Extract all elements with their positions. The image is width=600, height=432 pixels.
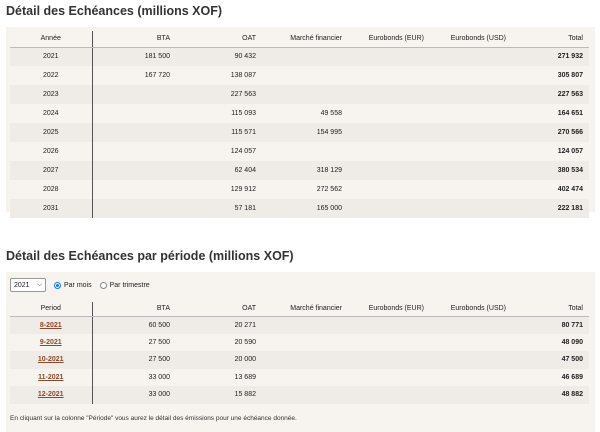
cell-eurobonds-eur xyxy=(348,334,430,352)
table-row xyxy=(10,369,589,387)
cell-marche-financier: 165 000 xyxy=(262,199,348,218)
table-row xyxy=(10,66,589,85)
header-eurobonds-usd[interactable]: Eurobonds (USD) xyxy=(430,302,512,316)
cell-eurobonds-usd xyxy=(430,85,512,104)
section-title-echeances: Détail des Echéances (millions XOF) xyxy=(6,4,223,18)
header-total[interactable]: Total xyxy=(512,302,589,316)
table-row xyxy=(10,199,589,218)
table-row xyxy=(10,85,589,104)
cell-oat: 20 271 xyxy=(176,316,262,334)
cell-total: 80 771 xyxy=(512,316,589,334)
cell-marche-financier xyxy=(262,85,348,104)
cell-eurobonds-usd xyxy=(430,199,512,218)
cell-eurobonds-eur xyxy=(348,123,430,142)
cell-eurobonds-usd xyxy=(430,334,512,352)
footnote: En cliquant sur la colonne "Période" vous aurez le détail des émissions pour une échéance donnée. xyxy=(10,415,297,422)
header-period[interactable]: Period xyxy=(10,302,92,316)
header-eurobonds-eur[interactable]: Eurobonds (EUR) xyxy=(348,31,430,47)
cell-bta xyxy=(92,180,176,199)
chevron-down-icon: ⌵ xyxy=(37,281,42,288)
cell-oat: 90 432 xyxy=(176,47,262,66)
cell-total: 48 090 xyxy=(512,334,589,352)
cell-bta: 181 500 xyxy=(92,47,176,66)
header-marche-financier[interactable]: Marché financier xyxy=(262,302,348,316)
year-select-value: 2021 xyxy=(14,281,30,289)
cell-eurobonds-eur xyxy=(348,142,430,161)
cell-total: 271 932 xyxy=(512,47,589,66)
cell-eurobonds-usd xyxy=(430,351,512,369)
cell-marche-financier xyxy=(262,351,348,369)
cell-eurobonds-usd xyxy=(430,161,512,180)
header-bta[interactable]: BTA xyxy=(92,31,176,47)
cell-oat: 20 000 xyxy=(176,351,262,369)
cell-total: 270 566 xyxy=(512,123,589,142)
cell-year: 2031 xyxy=(10,199,92,218)
radio-checked-icon[interactable] xyxy=(54,282,61,289)
cell-bta: 167 720 xyxy=(92,66,176,85)
table-row xyxy=(10,316,589,334)
cell-year: 2025 xyxy=(10,123,92,142)
cell-bta xyxy=(92,142,176,161)
cell-eurobonds-usd xyxy=(430,386,512,404)
cell-total: 48 882 xyxy=(512,386,589,404)
cell-oat: 115 093 xyxy=(176,104,262,123)
period-link[interactable]: 10-2021 xyxy=(37,356,64,364)
cell-eurobonds-usd xyxy=(430,123,512,142)
cell-eurobonds-eur xyxy=(348,369,430,387)
radio-unchecked-icon[interactable] xyxy=(100,282,107,289)
cell-oat: 138 087 xyxy=(176,66,262,85)
cell-eurobonds-usd xyxy=(430,142,512,161)
cell-year: 2021 xyxy=(10,47,92,66)
header-oat[interactable]: OAT xyxy=(176,31,262,47)
period-controls xyxy=(10,278,150,292)
section-title-echeances-periode: Détail des Echéances par période (millions XOF) xyxy=(6,249,294,263)
cell-total: 124 057 xyxy=(512,142,589,161)
table-row xyxy=(10,180,589,199)
header-total[interactable]: Total xyxy=(512,31,589,47)
cell-eurobonds-usd xyxy=(430,47,512,66)
cell-eurobonds-usd xyxy=(430,180,512,199)
cell-marche-financier xyxy=(262,316,348,334)
cell-eurobonds-eur xyxy=(348,161,430,180)
cell-eurobonds-eur xyxy=(348,180,430,199)
cell-oat: 115 571 xyxy=(176,123,262,142)
cell-oat: 13 689 xyxy=(176,369,262,387)
cell-period xyxy=(10,334,92,352)
cell-eurobonds-eur xyxy=(348,316,430,334)
radio-par-mois[interactable] xyxy=(54,282,92,289)
cell-eurobonds-eur xyxy=(348,351,430,369)
table-row xyxy=(10,142,589,161)
period-link[interactable]: 8-2021 xyxy=(39,321,62,329)
cell-period xyxy=(10,386,92,404)
cell-marche-financier: 318 129 xyxy=(262,161,348,180)
cell-marche-financier xyxy=(262,369,348,387)
table-row xyxy=(10,104,589,123)
cell-bta xyxy=(92,161,176,180)
cell-bta xyxy=(92,85,176,104)
cell-eurobonds-eur xyxy=(348,47,430,66)
period-link[interactable]: 9-2021 xyxy=(39,338,62,346)
cell-oat: 129 912 xyxy=(176,180,262,199)
echeances-periode-panel xyxy=(6,272,595,432)
cell-eurobonds-usd xyxy=(430,104,512,123)
cell-year: 2023 xyxy=(10,85,92,104)
echeances-table xyxy=(10,31,589,218)
cell-eurobonds-eur xyxy=(348,104,430,123)
period-link[interactable]: 11-2021 xyxy=(38,373,64,381)
header-eurobonds-eur[interactable]: Eurobonds (EUR) xyxy=(348,302,430,316)
cell-eurobonds-usd xyxy=(430,316,512,334)
cell-marche-financier xyxy=(262,334,348,352)
cell-total: 47 500 xyxy=(512,351,589,369)
cell-total: 227 563 xyxy=(512,85,589,104)
cell-total: 380 534 xyxy=(512,161,589,180)
cell-year: 2028 xyxy=(10,180,92,199)
header-marche-financier[interactable]: Marché financier xyxy=(262,31,348,47)
cell-marche-financier: 154 995 xyxy=(262,123,348,142)
cell-oat: 57 181 xyxy=(176,199,262,218)
cell-oat: 62 404 xyxy=(176,161,262,180)
echeances-panel xyxy=(6,27,595,212)
cell-period xyxy=(10,369,92,387)
cell-bta xyxy=(92,199,176,218)
cell-oat: 124 057 xyxy=(176,142,262,161)
cell-marche-financier: 49 558 xyxy=(262,104,348,123)
cell-eurobonds-eur xyxy=(348,199,430,218)
cell-year: 2027 xyxy=(10,161,92,180)
cell-bta: 33 000 xyxy=(92,369,176,387)
cell-total: 164 651 xyxy=(512,104,589,123)
table-header-row xyxy=(10,31,589,47)
header-annee[interactable]: Année xyxy=(10,31,92,47)
period-link[interactable]: 12-2021 xyxy=(37,391,64,399)
year-select[interactable] xyxy=(10,278,46,292)
radio-par-trimestre-label: Par trimestre xyxy=(109,281,150,289)
cell-bta: 33 000 xyxy=(92,386,176,404)
cell-year: 2026 xyxy=(10,142,92,161)
table-row xyxy=(10,334,589,352)
cell-marche-financier: 272 562 xyxy=(262,180,348,199)
table-row xyxy=(10,351,589,369)
header-eurobonds-usd[interactable]: Eurobonds (USD) xyxy=(430,31,512,47)
cell-total: 222 181 xyxy=(512,199,589,218)
table-row xyxy=(10,47,589,66)
header-oat[interactable]: OAT xyxy=(176,302,262,316)
header-bta[interactable]: BTA xyxy=(92,302,176,316)
cell-period xyxy=(10,351,92,369)
table-row xyxy=(10,161,589,180)
cell-marche-financier xyxy=(262,142,348,161)
table-row xyxy=(10,386,589,404)
cell-oat: 227 563 xyxy=(176,85,262,104)
cell-eurobonds-usd xyxy=(430,66,512,85)
cell-year: 2024 xyxy=(10,104,92,123)
radio-par-mois-label: Par mois xyxy=(64,281,92,289)
cell-total: 46 689 xyxy=(512,369,589,387)
cell-bta xyxy=(92,123,176,142)
cell-oat: 20 590 xyxy=(176,334,262,352)
cell-bta: 60 500 xyxy=(92,316,176,334)
cell-marche-financier xyxy=(262,386,348,404)
table-header-row xyxy=(10,302,589,316)
table-row xyxy=(10,123,589,142)
cell-bta xyxy=(92,104,176,123)
cell-total: 305 807 xyxy=(512,66,589,85)
cell-year: 2022 xyxy=(10,66,92,85)
cell-oat: 15 882 xyxy=(176,386,262,404)
cell-eurobonds-usd xyxy=(430,369,512,387)
cell-bta: 27 500 xyxy=(92,351,176,369)
cell-bta: 27 500 xyxy=(92,334,176,352)
cell-period xyxy=(10,316,92,334)
cell-marche-financier xyxy=(262,47,348,66)
cell-total: 402 474 xyxy=(512,180,589,199)
cell-eurobonds-eur xyxy=(348,386,430,404)
radio-par-trimestre[interactable] xyxy=(100,282,150,289)
echeances-periode-table xyxy=(10,302,589,404)
cell-marche-financier xyxy=(262,66,348,85)
cell-eurobonds-eur xyxy=(348,66,430,85)
cell-eurobonds-eur xyxy=(348,85,430,104)
